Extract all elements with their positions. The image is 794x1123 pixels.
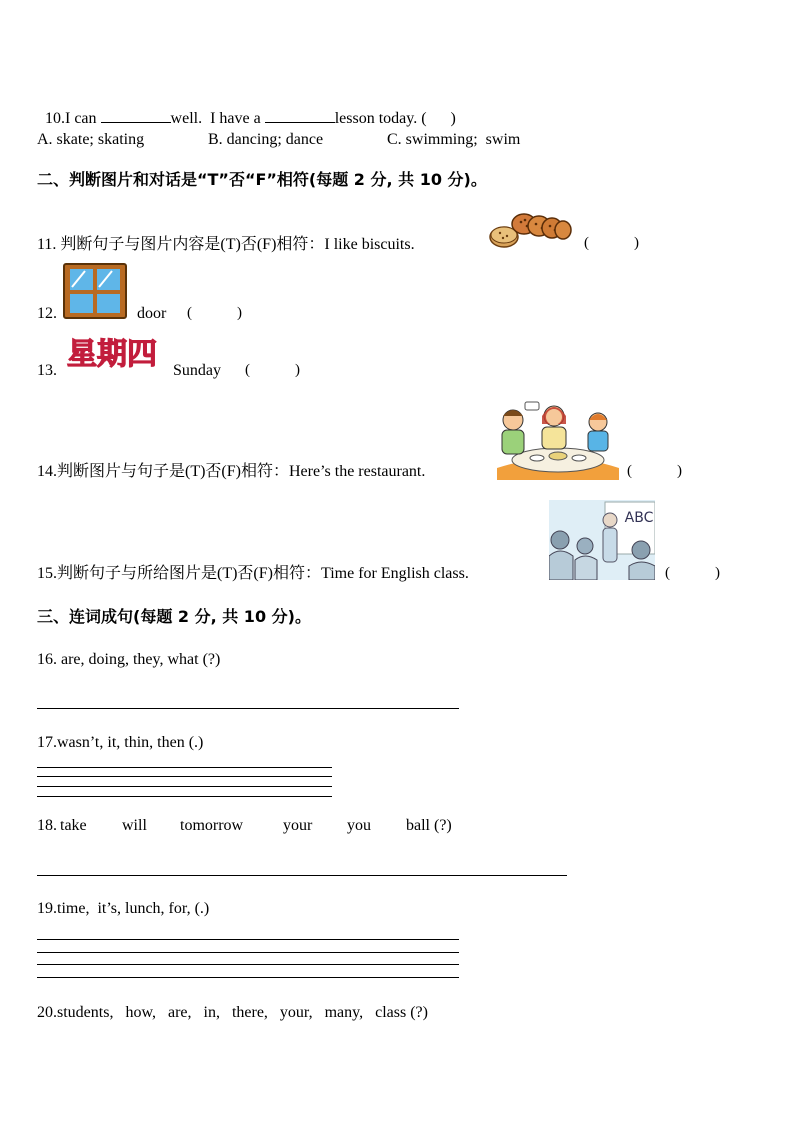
answer-line[interactable] [37,875,567,876]
english-class-image [549,500,655,580]
question-number: 10. [45,110,65,127]
answer-line[interactable] [37,776,332,777]
section-3-heading: 三、连词成句(每题 2 分, 共 10 分)。 [37,607,311,626]
question-10: 10.I can well. I have a lesson today. ( ) [45,110,456,127]
answer-paren[interactable]: ( ) [187,305,242,321]
question-20: 20.students, how, are, in, there, your, many, class (?) [37,1004,428,1021]
thursday-image [62,332,166,374]
thursday-image-text: 星期四 [67,337,157,372]
section-2-heading: 二、判断图片和对话是“T”否“F”相符(每题 2 分, 共 10 分)。 [37,170,487,189]
answer-line[interactable] [37,708,459,709]
question-14: 14.判断图片与句子是(T)否(F)相符：Here’s the restaurant. [37,463,426,480]
answer-paren[interactable]: ( ) [245,362,300,378]
option-c: C. swimming; swim [387,131,521,148]
answer-line[interactable] [37,786,332,787]
question-15: 15.判断句子与所给图片是(T)否(F)相符：Time for English class. [37,565,469,582]
q18-word: will [122,817,147,834]
q18-word: tomorrow [180,817,244,834]
question-13-word: Sunday [173,362,221,379]
question-19: 19.time, it’s, lunch, for, (.) [37,900,210,917]
question-16: 16. are, doing, they, what (?) [37,651,221,668]
question-13-number: 13. [37,362,57,379]
answer-line[interactable] [37,977,459,978]
option-b: B. dancing; dance [208,131,324,148]
q18-word: take [60,817,87,834]
answer-paren[interactable]: ( ) [665,565,720,581]
answer-blank[interactable] [101,108,171,123]
answer-line[interactable] [37,952,459,953]
answer-line[interactable] [37,964,459,965]
question-12-word: door [137,305,167,322]
answer-line[interactable] [37,767,332,768]
question-11: 11. 判断句子与图片内容是(T)否(F)相符：I like biscuits. [37,236,415,253]
answer-paren[interactable]: ( ) [584,235,639,251]
answer-line[interactable] [37,939,459,940]
window-image [63,263,127,319]
answer-line[interactable] [37,796,332,797]
q18-word: you [347,817,371,834]
biscuits-image [488,206,572,250]
q18-word: your [283,817,313,834]
english-class-image-text: ABC [624,510,654,526]
option-a: A. skate; skating [37,131,145,148]
question-18-number: 18. [37,817,57,834]
answer-paren[interactable]: ( ) [627,463,682,479]
q18-word: ball (?) [406,817,452,834]
answer-blank[interactable] [265,108,335,123]
question-17: 17.wasn’t, it, thin, then (.) [37,734,204,751]
question-12-number: 12. [37,305,57,322]
restaurant-image [497,398,619,480]
